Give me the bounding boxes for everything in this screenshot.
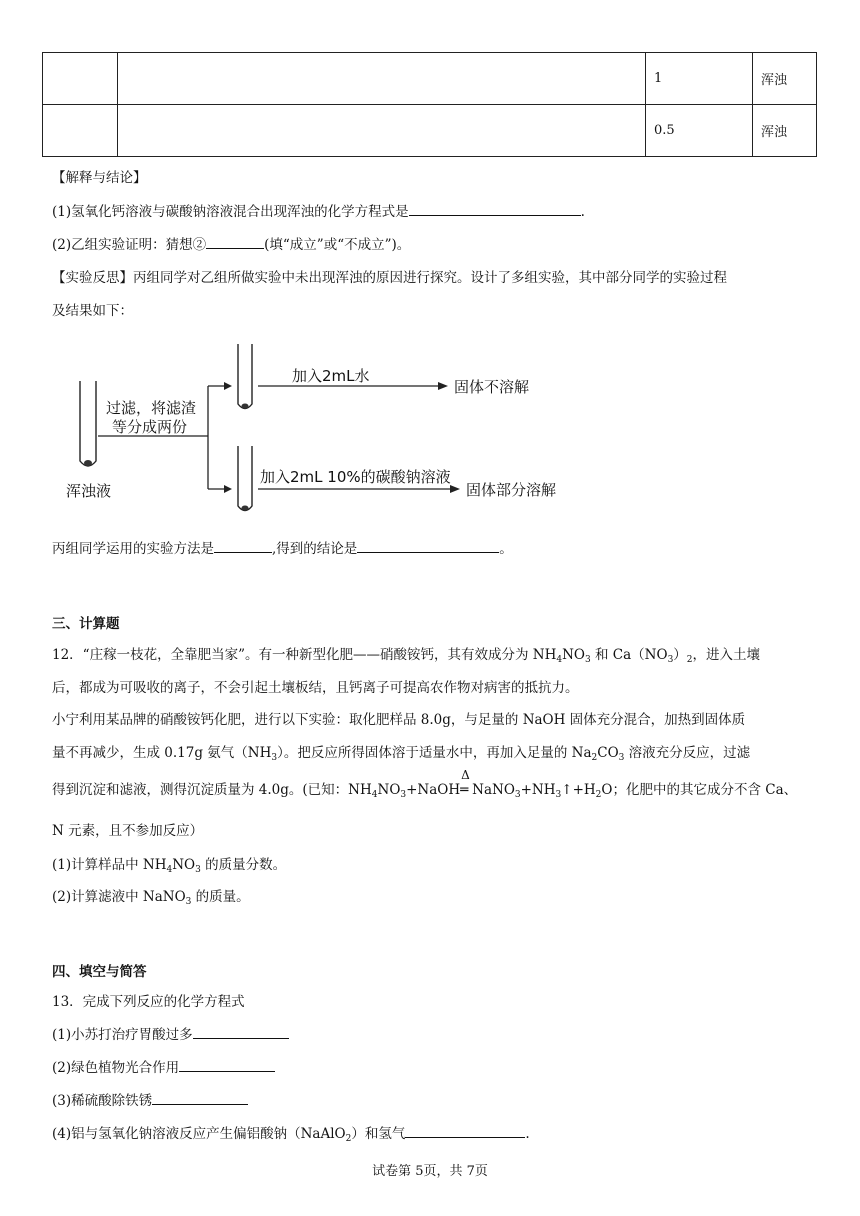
question-text: (1)氢氧化钙溶液与碳酸钠溶液混合出现浑浊的化学方程式是: [52, 204, 409, 220]
table-cell-value: 1: [646, 53, 753, 105]
section-4-heading: 四、填空与简答: [52, 964, 147, 980]
problem-12-line-3: 小宁利用某品牌的硝酸铵钙化肥，进行以下实验：取化肥样品 8.0g，与足量的 NaOH 固体充分混合，加热到固体质: [52, 712, 746, 728]
page-footer: 试卷第 5页，共 7页: [372, 1164, 488, 1179]
answer-blank[interactable]: [206, 234, 264, 249]
problem-13-item-1: (1)小苏打治疗胃酸过多: [52, 1023, 289, 1043]
question-end: 。: [499, 541, 513, 557]
table-cell-empty: [43, 105, 118, 157]
top-result: 固体不溶解: [454, 378, 530, 396]
bottom-result: 固体部分溶解: [466, 481, 557, 499]
table-row: [43, 105, 817, 157]
table-cell-empty: [118, 53, 646, 105]
answer-blank[interactable]: [193, 1024, 289, 1039]
problem-13-item-2: (2)绿色植物光合作用: [52, 1056, 275, 1076]
problem-13-item-3: (3)稀硫酸除铁锈: [52, 1089, 248, 1109]
section-3-heading: 三、计算题: [52, 616, 120, 632]
heat-equals-sign: Δ ═: [460, 768, 470, 798]
arrow-head: [224, 382, 232, 390]
problem-12-line-2: 后，都成为可吸收的离子，不会引起土壤板结，且钙离子可提高农作物对病害的抵抗力。: [52, 680, 579, 696]
top-action: 加入2mL水: [292, 367, 370, 385]
arrow-head: [224, 485, 232, 493]
answer-blank[interactable]: [214, 538, 272, 553]
problem-12-line-4: 量不再减少，生成 0.17g 氨气$(NH_3)$。把反应所得固体溶于适量水中，再加入足量的 $Na_2CO_3$ 溶液充分反应，过滤: [52, 745, 751, 763]
left-label: 浑浊液: [66, 482, 112, 500]
question-1: [52, 200, 585, 220]
results-table: [42, 52, 817, 157]
table-cell-result: 浑浊: [753, 105, 817, 157]
question-text: 丙组同学运用的实验方法是: [52, 541, 214, 557]
bottom-action: 加入2mL 10%的碳酸钠溶液: [260, 468, 451, 486]
reflection-text: 丙组同学对乙组所做实验中未出现浑浊的原因进行探究。设计了多组实验，其中部分同学的实验过程: [133, 270, 727, 286]
problem-12-line-1: 12．“庄稼一枝花，全靠肥当家”。有一种新型化肥——硝酸铵钙，其有效成分为 $NH_4NO_3$ 和 $Ca(NO_3)_2$，进入土壤: [52, 647, 761, 665]
table-cell-empty: [118, 105, 646, 157]
problem-12-q2: (2)计算滤液中 NaNO$_3$ 的质量。: [52, 889, 250, 907]
conclusion-heading: 【解释与结论】: [52, 170, 147, 186]
problem-12-line-5: 得到沉淀和滤液，测得沉淀质量为 4.0g。(已知：$NH_4NO_3+NaOH$ Δ ═ $NaNO_3+NH_3↑+H_2O$；化肥中的其它成分不含 Ca、: [52, 768, 798, 800]
test-tube-left: [80, 381, 96, 466]
question-text: (填“成立”或“不成立”)。: [264, 237, 411, 253]
problem-13-intro: 13．完成下列反应的化学方程式: [52, 994, 245, 1010]
problem-12-q1: (1)计算样品中 $NH_4NO_3$ 的质量分数。: [52, 857, 287, 875]
reflection-heading: 【实验反思】: [52, 270, 133, 286]
answer-blank[interactable]: [152, 1090, 248, 1105]
split-label-1: 过滤，将滤渣: [106, 399, 197, 417]
question-text: ,得到的结论是: [272, 541, 358, 557]
question-2: [52, 233, 410, 253]
question-text: (2)乙组实验证明：猜想②: [52, 237, 207, 253]
table-row: [43, 53, 817, 105]
problem-13-item-4: (4)铝与氢氧化钠溶液反应产生偏铝酸钠（NaAlO$_2$）和氢气 .: [52, 1122, 530, 1142]
method-question: [52, 537, 513, 557]
question-end: .: [580, 204, 585, 220]
reflection-line-2: 及结果如下：: [52, 303, 133, 319]
table-cell-empty: [43, 53, 118, 105]
answer-blank[interactable]: [409, 201, 581, 216]
test-tube-top: [238, 344, 252, 409]
experiment-diagram: [52, 336, 612, 526]
table-cell-result: 浑浊: [753, 53, 817, 105]
table-cell-value: 0.5: [646, 105, 753, 157]
answer-blank[interactable]: [357, 538, 499, 553]
answer-blank[interactable]: [405, 1123, 525, 1138]
split-label-2: 等分成两份: [112, 418, 188, 436]
problem-12-line-6: N 元素，且不参加反应）: [52, 823, 204, 839]
reflection-line-1: [52, 266, 727, 286]
test-tube-bottom: [238, 446, 252, 511]
answer-blank[interactable]: [179, 1057, 275, 1072]
